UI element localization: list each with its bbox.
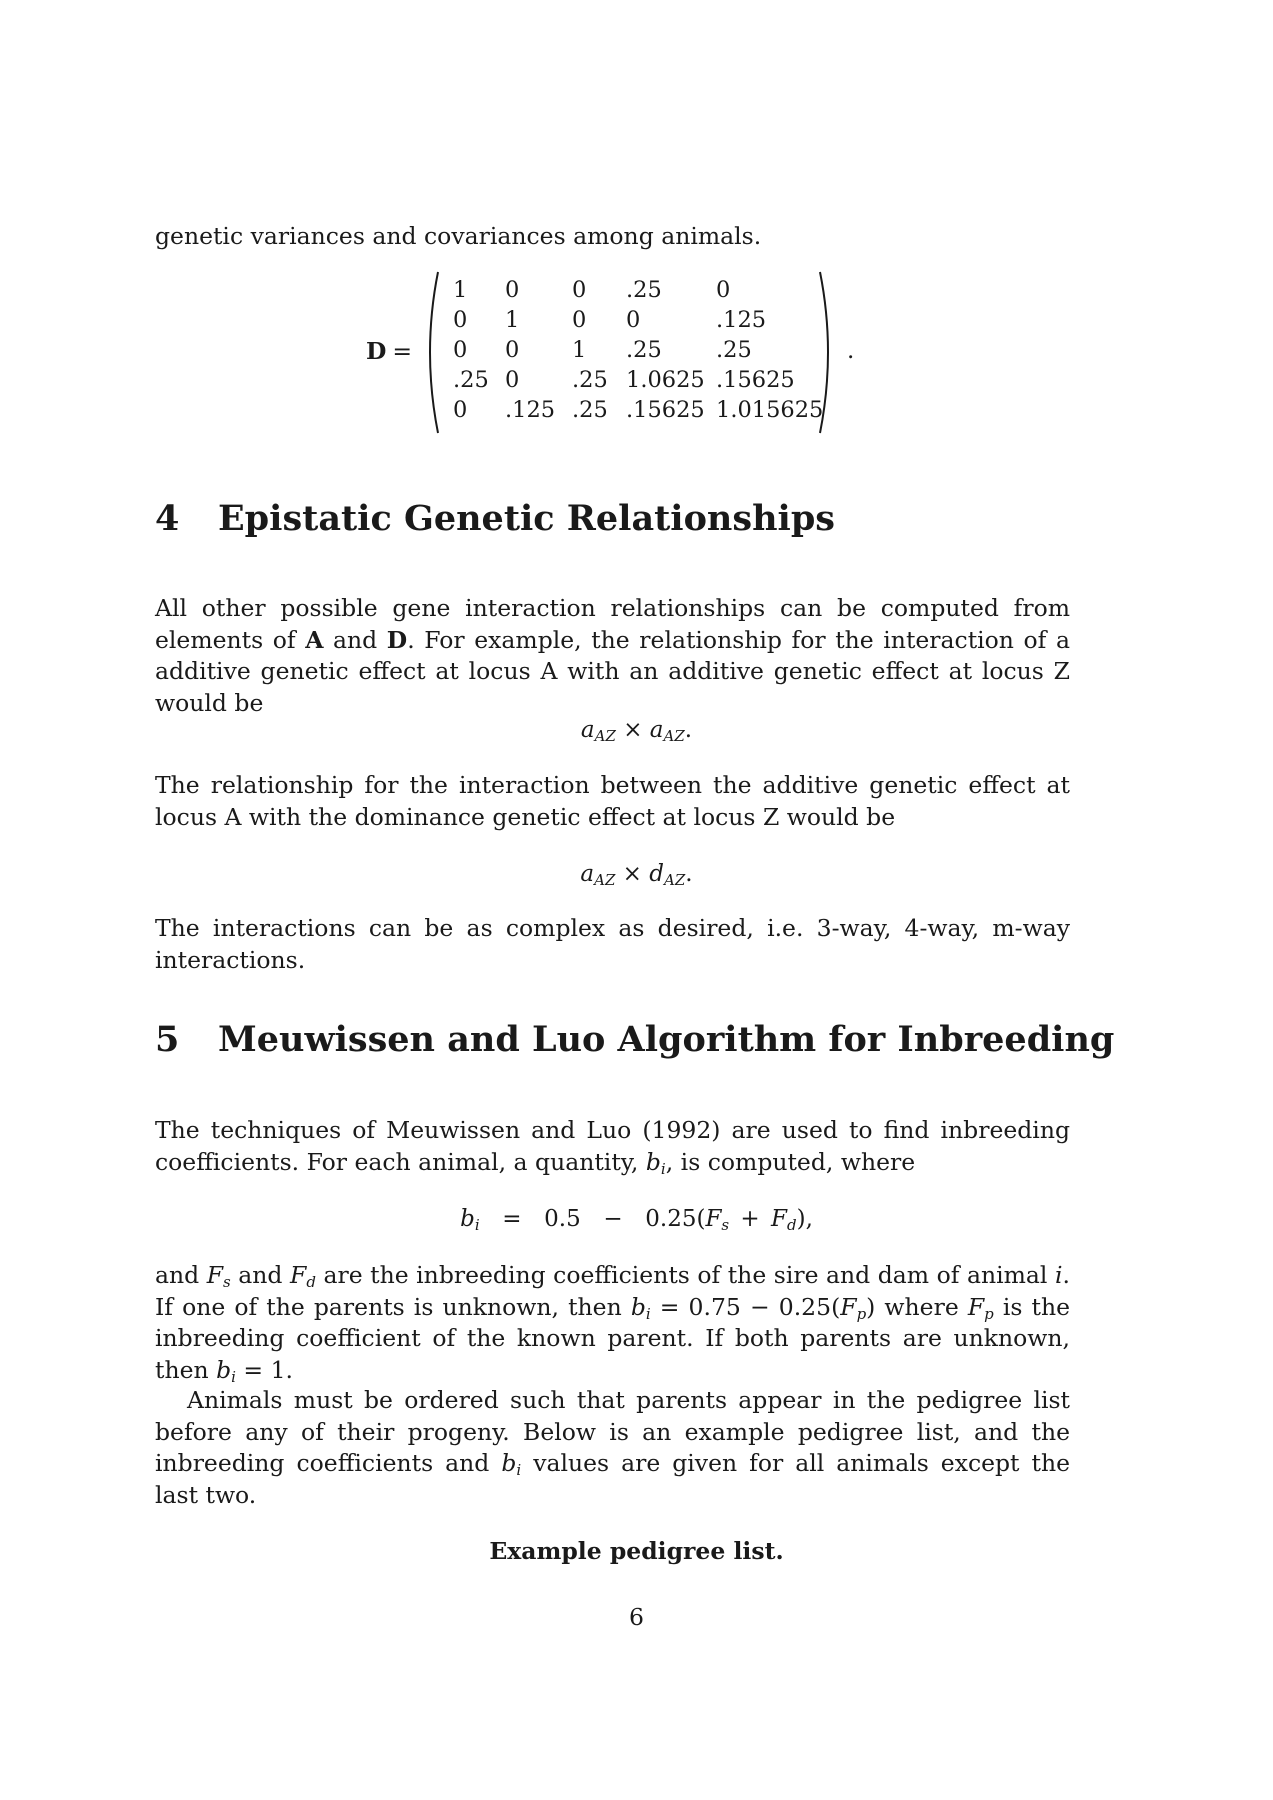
s5p2-fp2: F <box>967 1292 985 1321</box>
matrix-cell-r1-c2: 0 <box>505 277 520 303</box>
s5p2-fd-sub: d <box>306 1273 316 1291</box>
matrix-left-paren <box>420 270 440 435</box>
section-4-paragraph-1 <box>155 593 1070 719</box>
matrix-cell-r4-c2: 0 <box>505 367 520 393</box>
matrix-cell-r3-c4: .25 <box>626 337 662 363</box>
s5p1-var-b: b <box>645 1147 661 1176</box>
s4p1-text-and: and <box>323 625 387 654</box>
eq-bi-plus: + <box>729 1206 772 1232</box>
eq-bi-minus: − <box>603 1206 623 1232</box>
s5p3-bi: b <box>501 1449 517 1477</box>
matrix-d <box>0 270 1273 435</box>
s5p2-fs-sub: s <box>223 1273 231 1291</box>
matrix-cell-r5-c5: 1.015625 <box>716 397 824 423</box>
eq-bi-fd-sub: d <box>787 1216 797 1234</box>
s5p2-fd: F <box>290 1261 307 1289</box>
s5p2-fs: F <box>206 1261 224 1289</box>
matrix-label-d: D <box>366 337 387 365</box>
table-caption: Example pedigree list. <box>489 1537 784 1565</box>
eq-bi-lhs-sub: i <box>474 1216 480 1234</box>
eq-bi-term2: 0.25( <box>645 1206 706 1232</box>
s5p3-b: values are given for all animals except the last two. <box>155 1449 1070 1509</box>
s5p2-g: is the inbreeding coefficient of the known parent. If both parents are unknown, then <box>155 1292 1070 1384</box>
matrix-cell-r2-c3: 0 <box>572 307 587 333</box>
matrix-cell-r3-c2: 0 <box>505 337 520 363</box>
matrix-cell-r5-c4: .15625 <box>626 397 705 423</box>
matrix-cell-r4-c5: .15625 <box>716 367 795 393</box>
section-5-paragraph-2 <box>155 1260 1070 1386</box>
s5p1-sub-i: i <box>660 1159 666 1178</box>
s5p2-bi2: b <box>216 1355 232 1384</box>
section-5-paragraph-3 <box>155 1385 1070 1511</box>
matrix-cell-r1-c4: .25 <box>626 277 662 303</box>
matrix-cell-r2-c1: 0 <box>453 307 468 333</box>
matrix-cell-r3-c5: .25 <box>716 337 752 363</box>
equation-aaz-daz <box>0 859 1273 889</box>
section-4-number: 4 <box>155 498 180 539</box>
s5p2-f: ) where <box>866 1292 968 1321</box>
s5p2-bi1-sub: i <box>645 1304 651 1323</box>
s5p2-fp1: F <box>840 1292 857 1321</box>
section-5-title: Meuwissen and Luo Algorithm for Inbreeding <box>218 1019 1115 1060</box>
eq2-v1: a <box>580 861 595 887</box>
eq-bi-lhs: b <box>460 1206 475 1232</box>
section-4-paragraph-2: The relationship for the interaction between the additive genetic effect at locus A with the dominance genetic effect at locus Z would be <box>155 771 1070 831</box>
s5p2-bi1: b <box>630 1292 646 1321</box>
eq-bi-term1: 0.5 <box>544 1206 581 1232</box>
section-4-paragraph-3: The interactions can be as complex as desired, i.e. 3-way, 4-way, m-way interactions. <box>155 914 1070 974</box>
matrix-cell-r1-c5: 0 <box>716 277 731 303</box>
eq-bi-equals: = <box>502 1206 522 1232</box>
s4p1-text-b: . For example, the relationship for the interaction of a additive genetic effect at locus A with an additive genetic effect at locus Z would be <box>155 625 1070 717</box>
s5p2-h: = 1. <box>235 1355 294 1384</box>
matrix-cell-r5-c3: .25 <box>572 397 608 423</box>
eq2-op: × <box>615 861 650 887</box>
s5p2-bi2-sub: i <box>231 1367 236 1386</box>
matrix-label <box>366 337 412 365</box>
matrix-cell-r1-c1: 1 <box>453 277 468 303</box>
section-5-heading <box>155 1018 1114 1062</box>
eq1-s1: AZ <box>594 727 616 745</box>
matrix-cell-r4-c1: .25 <box>453 367 489 393</box>
section-5-paragraph-1 <box>155 1115 1070 1178</box>
page-number: 6 <box>629 1603 644 1631</box>
s5p2-e: = 0.75 − 0.25( <box>650 1292 841 1321</box>
s5p2-d: . If one of the parents is unknown, then <box>155 1261 1070 1321</box>
matrix-cell-r2-c2: 1 <box>505 307 520 333</box>
matrix-cell-r4-c3: .25 <box>572 367 608 393</box>
s5p3-bi-sub: i <box>516 1461 522 1479</box>
matrix-cell-r3-c1: 0 <box>453 337 468 363</box>
s5p1-text-a: The techniques of Meuwissen and Luo (1992) are used to find inbreeding coefficients. For each animal, a quantity, <box>155 1116 1070 1176</box>
matrix-cell-r2-c4: 0 <box>626 307 641 333</box>
matrix-period: . <box>847 338 855 364</box>
eq2-end: . <box>685 861 693 887</box>
s4p1-bold-a: A <box>305 625 324 654</box>
matrix-cell-r5-c1: 0 <box>453 397 468 423</box>
s4p1-bold-d: D <box>386 625 408 654</box>
eq1-end: . <box>684 717 693 743</box>
matrix-cell-r1-c3: 0 <box>572 277 587 303</box>
section-5-number: 5 <box>155 1019 180 1060</box>
s5p2-c: are the inbreeding coefficients of the sire and dam of animal <box>315 1261 1055 1289</box>
s4p1-text-a: All other possible gene interaction relationships can be computed from elements of <box>155 594 1070 654</box>
eq-bi-fd: F <box>771 1206 787 1232</box>
equation-aaz-aaz <box>0 715 1273 745</box>
eq1-v2: a <box>649 717 664 743</box>
section-4-heading <box>155 497 835 541</box>
eq2-s2: AZ <box>664 871 686 889</box>
s5p2-fp2-sub: p <box>984 1304 994 1323</box>
matrix-cell-r3-c3: 1 <box>572 337 587 363</box>
s5p2-i: i <box>1054 1261 1063 1289</box>
section-4-title: Epistatic Genetic Relationships <box>218 498 835 539</box>
intro-line: genetic variances and covariances among animals. <box>155 222 762 250</box>
s5p1-text-b: , is computed, where <box>665 1147 916 1176</box>
eq-bi-close: ), <box>796 1206 813 1232</box>
matrix-cell-r5-c2: .125 <box>505 397 556 423</box>
eq1-op: × <box>615 717 650 743</box>
s5p2-b: and <box>230 1261 291 1289</box>
eq2-v2: d <box>649 861 665 887</box>
eq2-s1: AZ <box>594 871 616 889</box>
matrix-cell-r2-c5: .125 <box>716 307 767 333</box>
matrix-equals: = <box>392 337 413 365</box>
s5p2-a: and <box>155 1261 207 1289</box>
equation-bi <box>0 1204 1273 1234</box>
eq-bi-fs: F <box>705 1206 722 1232</box>
eq1-s2: AZ <box>663 727 685 745</box>
eq1-v1: a <box>580 717 595 743</box>
s5p3-a: Animals must be ordered such that parents appear in the pedigree list before any of their progeny. Below is an example pedigree list, and the inbreeding coefficients and <box>155 1386 1070 1477</box>
matrix-cell-r4-c4: 1.0625 <box>626 367 705 393</box>
s5p2-fp1-sub: p <box>856 1304 867 1323</box>
eq-bi-fs-sub: s <box>721 1216 730 1234</box>
